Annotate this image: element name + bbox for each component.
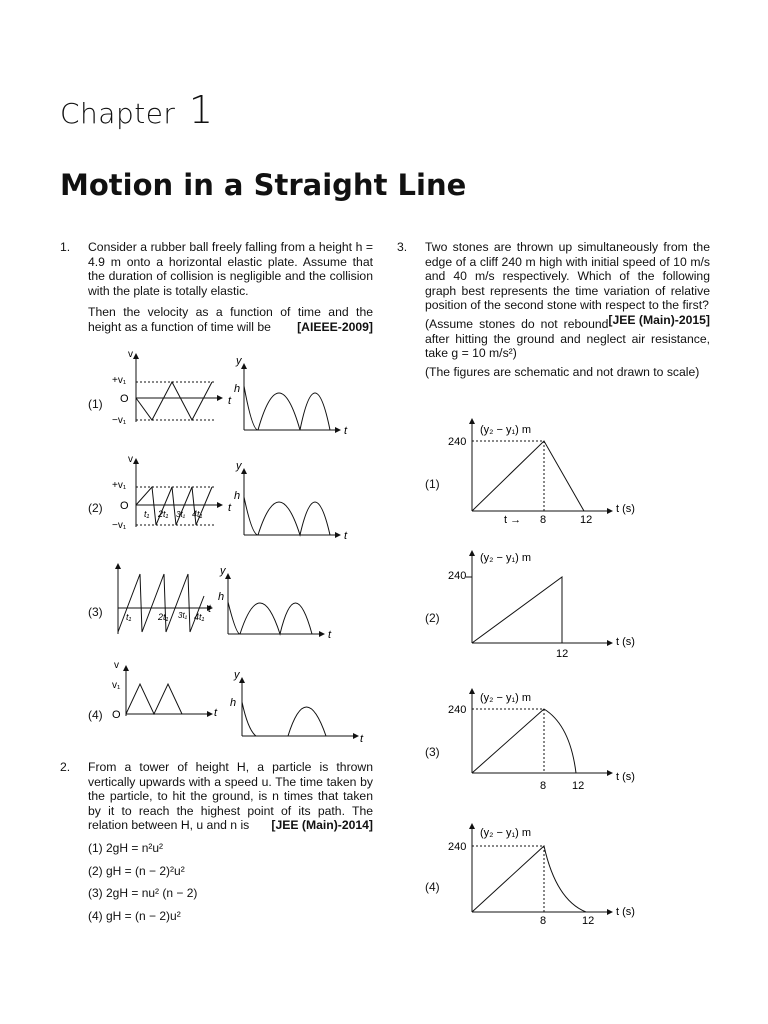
x-tick-12: 12: [580, 514, 593, 526]
axis-label-t: t: [344, 530, 348, 542]
x-axis-label: t (s): [616, 771, 635, 783]
x-axis-label: t (s): [616, 906, 635, 918]
axis-label-t: t: [228, 502, 232, 514]
y-axis-label: (y₂ − y₁) m: [480, 552, 532, 564]
axis-label-v: v: [128, 349, 133, 360]
tick-3t1: 3t₁: [178, 611, 188, 620]
x-tick-12: 12: [582, 915, 595, 927]
tick-2t1: 2t₁: [158, 509, 169, 519]
q3-option-2-graph: [440, 545, 650, 660]
option-4: (4) gH = (n − 2)u²: [88, 908, 181, 923]
tick-4t1: 4t₁: [194, 612, 205, 622]
origin-label: O: [120, 500, 129, 512]
option-label-3: (3): [425, 745, 440, 759]
axis-label-y: y: [236, 355, 242, 367]
x-tick-12: 12: [556, 648, 569, 660]
q3-option-4-graph: [440, 820, 650, 935]
x-tick-8: 8: [540, 915, 547, 927]
question-note-2: (The figures are schematic and not drawn to scale): [425, 364, 700, 379]
option-label-2: (2): [425, 611, 440, 625]
question-text: Consider a rubber ball freely falling from a height h = 4.9 m onto a horizontal elastic plate. Assume that the duration of collision is negligible and the collision with the plate is totally elastic.: [88, 240, 373, 298]
q1-option-1-graphs: [100, 350, 370, 440]
axis-label-t: t: [228, 395, 232, 407]
y-tick-240: 240: [448, 436, 467, 448]
y-tick-240: 240: [448, 570, 467, 582]
option-label-1: (1): [425, 477, 440, 491]
y-axis-label: (y₂ − y₁) m: [480, 692, 532, 704]
x-tick-8: 8: [540, 780, 547, 792]
option-label-1: (1): [88, 397, 103, 411]
tick-2t1: 2t₁: [158, 612, 169, 622]
option-3: (3) 2gH = nu² (n − 2): [88, 886, 198, 901]
x-tick-12: 12: [572, 780, 585, 792]
tick-3t1: 3t₁: [176, 510, 186, 519]
option-1: (1) 2gH = n²u²: [88, 840, 164, 855]
question-note-1: (Assume stones do not rebound after hitting the ground and neglect air resistance, take g = 10 m/s²): [425, 316, 710, 361]
label-minus-v1: −v₁: [112, 520, 127, 531]
option-2: (2) gH = (n − 2)²u²: [88, 863, 185, 878]
tick-4t1: 4t₁: [192, 509, 203, 519]
axis-label-t: t: [214, 707, 218, 719]
question-1: [60, 240, 373, 342]
axis-label-y: y: [220, 565, 226, 577]
q1-option-4-graphs: [100, 660, 370, 750]
axis-label-t: t: [208, 603, 212, 615]
axis-label-t: t: [328, 629, 332, 641]
q1-option-3-graphs: [100, 560, 370, 650]
source-tag: [AIEEE-2009]: [297, 319, 373, 334]
option-label-3: (3): [88, 605, 103, 619]
label-h: h: [234, 490, 241, 502]
label-h: h: [218, 591, 225, 603]
axis-label-t: t: [344, 425, 348, 437]
question-3: [397, 240, 710, 386]
label-v1: v₁: [112, 680, 121, 691]
question-text-2: Then the velocity as a function of time and the height as a function of time will be: [88, 305, 373, 334]
chapter-word: Chapter: [60, 97, 176, 130]
tick-t1: t₁: [144, 509, 150, 519]
y-tick-240: 240: [448, 841, 467, 853]
axis-label-y: y: [234, 669, 240, 681]
label-minus-v1: −v₁: [112, 415, 127, 426]
axis-label-v: v: [114, 660, 119, 671]
q3-option-1-graph: [440, 415, 650, 530]
x-axis-label: t (s): [616, 636, 635, 648]
source-tag: [JEE (Main)-2014]: [271, 818, 373, 833]
question-text: From a tower of height H, a particle is thrown vertically upwards with a speed u. The time taken by the particle, to hit the ground, is n times that taken by it to reach the highest point of its path. The relation between H, u and n is: [88, 760, 373, 833]
q1-option-2-graphs: [100, 455, 370, 545]
t-arrow-label: t →: [504, 514, 522, 526]
axis-label-y: y: [236, 460, 242, 472]
chapter-number: 1: [188, 88, 214, 132]
x-axis-label: t (s): [616, 503, 635, 515]
x-tick-8: 8: [540, 514, 547, 526]
chapter-heading: [60, 88, 214, 132]
question-number: 2.: [60, 760, 71, 774]
y-tick-240: 240: [448, 704, 467, 716]
option-label-2: (2): [88, 501, 103, 515]
label-h: h: [234, 383, 241, 395]
question-number: 1.: [60, 240, 71, 254]
source-tag: [JEE (Main)-2015]: [608, 312, 710, 327]
question-number: 3.: [397, 240, 408, 254]
label-plus-v1: +v₁: [112, 375, 127, 386]
label-h: h: [230, 697, 237, 709]
y-axis-label: (y₂ − y₁) m: [480, 827, 532, 839]
axis-label-v: v: [128, 454, 133, 465]
question-text: Two stones are thrown up simultaneously from the edge of a cliff 240 m high with initial speed of 10 m/s and 40 m/s respectively. Which of the following graph best represents the time variation of relative position of the second stone with respect to the first?: [425, 240, 710, 313]
page-title: Motion in a Straight Line: [60, 168, 467, 202]
origin-label: O: [112, 709, 121, 721]
q3-option-3-graph: [440, 685, 650, 800]
origin-label: O: [120, 393, 129, 405]
option-label-4: (4): [425, 880, 440, 894]
label-plus-v1: +v₁: [112, 480, 127, 491]
tick-t1: t₁: [126, 612, 132, 622]
axis-label-t: t: [360, 733, 364, 745]
question-2: [60, 760, 373, 923]
y-axis-label: (y₂ − y₁) m: [480, 424, 532, 436]
option-label-4: (4): [88, 708, 103, 722]
